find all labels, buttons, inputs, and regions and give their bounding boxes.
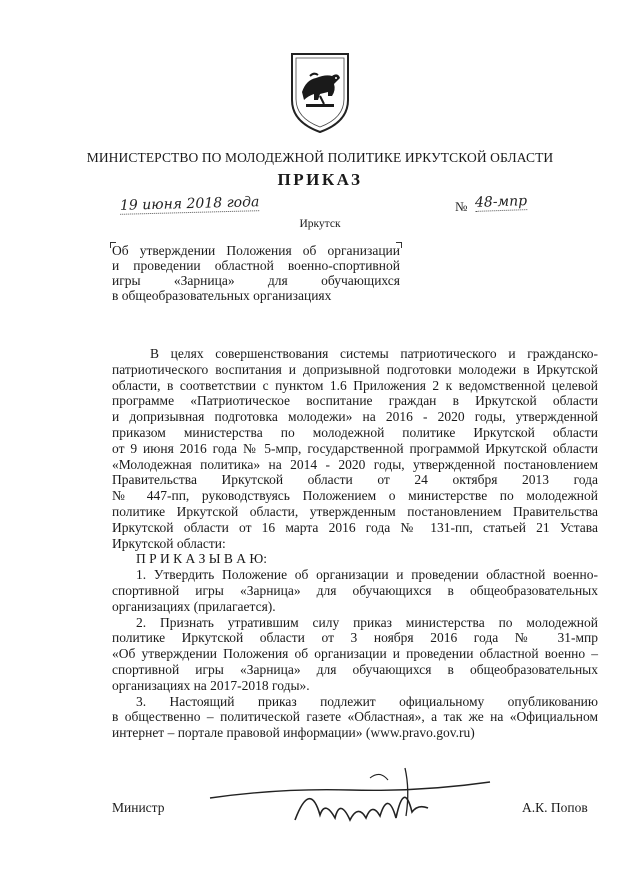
preamble-line: № 447-пп, руководствуясь Положением о министерстве по молодежной	[112, 488, 598, 504]
subject-line: игры «Зарница» для обучающихся	[112, 273, 400, 288]
ministry-name: МИНИСТЕРСТВО ПО МОЛОДЕЖНОЙ ПОЛИТИКЕ ИРКУТСКОЙ ОБЛАСТИ	[86, 150, 554, 165]
subject-line: и проведении областной военно-спортивной	[112, 258, 400, 273]
preamble-line: «Молодежная политика» на 2014 - 2020 годы, утвержденной постановлением	[112, 456, 598, 472]
item-1-line: спортивной игры «Зарница» для обучающихся в общеобразовательных	[112, 582, 598, 598]
preamble-line: политике Иркутской области, утвержденным постановлением Правительства	[112, 503, 598, 519]
preamble-line: патриотического воспитания и допризывной подготовки молодежи в Иркутской	[112, 361, 598, 377]
preamble-line: В целях совершенствования системы патриотического и гражданско-	[150, 346, 598, 361]
item-1-line: организациях (прилагается).	[112, 598, 276, 614]
preamble-line: Иркутской области от 16 марта 2016 года № 131-пп, статьей 21 Устава	[112, 519, 598, 535]
preamble-line: Иркутской области:	[112, 535, 226, 551]
order-date: 19 июня 2018 года	[119, 194, 260, 214]
item-2-line: политике Иркутской области от 3 ноября 2016 года № 31-мпр	[112, 630, 598, 646]
document-title: ПРИКАЗ	[277, 170, 363, 189]
order-number-label: №	[455, 199, 468, 214]
preamble-line: от 9 июня 2016 года № 5-мпр, государственной программой Иркутской области	[112, 440, 598, 456]
order-command: П Р И К А З Ы В А Ю:	[136, 551, 268, 567]
preamble-line: приказом министерства по молодежной политике Иркутской области	[112, 424, 598, 440]
preamble-line: программе «Патриотическое воспитание граждан в Иркутской области	[112, 393, 598, 409]
item-3-line: 3. Настоящий приказ подлежит официальному опубликованию	[136, 693, 598, 709]
preamble-line: Правительства Иркутской области от 24 октября 2013 года	[112, 472, 598, 488]
handwritten-signature	[200, 760, 500, 840]
preamble-line: и допризывная подготовка молодежи» на 2016 - 2020 годы, утвержденной	[112, 409, 598, 425]
item-3-line: интернет – портале правовой информации» (www.pravo.gov.ru)	[112, 725, 475, 741]
order-number: 48-мпр	[474, 193, 528, 211]
item-2-line: «Об утверждении Положения об организации и проведении областной военно –	[112, 646, 598, 662]
item-3-line: в общественно – политической газете «Областная», а так же на «Официальном	[112, 709, 598, 725]
signatory-name: А.К. Попов	[522, 800, 588, 815]
coat-of-arms-emblem	[284, 48, 356, 136]
item-1-line: 1. Утвердить Положение об организации и проведении областной военно-	[136, 567, 598, 583]
signatory-title: Министр	[112, 800, 165, 815]
city-name: Иркутск	[299, 218, 341, 230]
order-subject	[112, 243, 400, 303]
item-2-line: 2. Признать утратившим силу приказ министерства по молодежной	[136, 614, 598, 630]
subject-line: Об утверждении Положения об организации	[112, 243, 400, 258]
order-body	[112, 346, 598, 741]
item-2-line: спортивной игры «Зарница» для обучающихся в общеобразовательных	[112, 661, 598, 677]
preamble-line: области, в соответствии с пунктом 1.6 Приложения 2 к ведомственной целевой	[112, 377, 598, 393]
item-2-line: организациях на 2017-2018 годы».	[112, 677, 310, 693]
subject-line: в общеобразовательных организациях	[112, 288, 332, 303]
